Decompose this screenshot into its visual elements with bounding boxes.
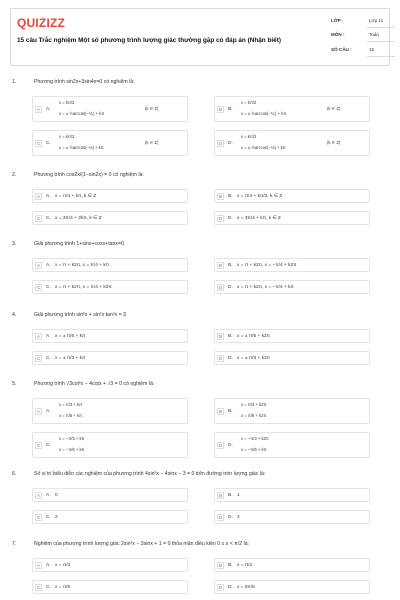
option-answer-text: x = ± π/6 + k2π: [237, 334, 270, 339]
option-letter-box: [217, 492, 224, 499]
option-label: D.: [228, 356, 233, 361]
option-letter: D: [219, 216, 223, 221]
answer-option-a[interactable]: [32, 258, 188, 272]
answer-option-c[interactable]: [32, 432, 188, 458]
option-answer-text: x = π/4 + kπ/2, k ∈ Z: [237, 194, 283, 199]
answer-option-b[interactable]: [214, 96, 370, 122]
option-letter-box: [35, 333, 42, 340]
answer-option-b[interactable]: [214, 329, 370, 343]
option-label: A.: [46, 107, 51, 112]
option-letter-box: [35, 514, 42, 521]
option-label: A.: [46, 563, 51, 568]
option-letter: D: [219, 285, 223, 290]
option-label: B.: [228, 263, 233, 268]
subject-label: MÔN :: [331, 32, 345, 37]
option-solution-line-2: x = ± ½arccos(−⅓) + kπ: [241, 145, 286, 150]
option-label: A.: [46, 409, 51, 414]
class-underline: [367, 27, 395, 28]
option-letter: C: [37, 356, 41, 361]
option-letter: B: [219, 194, 222, 199]
subject-underline: [367, 41, 395, 42]
option-solution-line-2: x = −π/6 + kπ: [241, 447, 267, 452]
option-letter: D: [219, 356, 223, 361]
option-solution-line-1: x = −π/3 + kπ: [59, 436, 85, 441]
option-label: B.: [228, 334, 233, 339]
option-label: D.: [228, 585, 233, 590]
class-label: LỚP :: [331, 18, 344, 23]
option-label: C.: [46, 285, 51, 290]
option-label: C.: [46, 443, 51, 448]
option-letter: A: [37, 194, 40, 199]
question-text: Giải phương trình 1+sinx+cosx+tanx=0.: [34, 241, 126, 247]
option-label: B.: [228, 493, 233, 498]
option-letter: C: [37, 216, 41, 221]
option-letter: B: [219, 493, 222, 498]
option-letter: C: [37, 585, 41, 590]
option-letter: B: [219, 334, 222, 339]
option-letter-box: [35, 140, 42, 147]
option-solution-line-1: x = kπ/2: [59, 134, 75, 139]
answer-option-c[interactable]: [32, 280, 188, 294]
subject-value: Toán: [369, 32, 379, 37]
option-answer-text: x = π/6: [55, 585, 71, 590]
option-answer-text: 4: [237, 515, 240, 520]
answer-option-d[interactable]: [214, 432, 370, 458]
answer-option-a[interactable]: [32, 189, 188, 203]
option-label: B.: [228, 107, 233, 112]
answer-option-c[interactable]: [32, 211, 188, 225]
option-letter-box: [217, 140, 224, 147]
option-label: B.: [228, 194, 233, 199]
option-answer-text: x = ± π/3 + kπ: [55, 356, 86, 361]
option-letter: C: [37, 515, 41, 520]
question-number: 4.: [12, 312, 17, 318]
option-letter: D: [219, 515, 223, 520]
option-label: B.: [228, 563, 233, 568]
option-solution-line-1: x = π/3 + k2π: [241, 402, 267, 407]
option-label: D.: [228, 443, 233, 448]
option-answer-text: x = π/4 + kπ, k ∈ Z: [55, 194, 97, 199]
option-letter: A: [37, 334, 40, 339]
option-letter-box: [35, 215, 42, 222]
answer-option-a[interactable]: [32, 329, 188, 343]
option-letter: D: [219, 141, 223, 146]
option-solution-line-1: x = kπ/2: [241, 134, 257, 139]
question-text: Số vị trí biểu diễn các nghiệm của phương trình 4sin²x − 4sinx − 3 = 0 trên đường tròn lượng giác là:: [34, 471, 266, 477]
option-condition: (k ∈ Z): [327, 106, 341, 111]
worksheet-title: 15 câu Trắc nghiệm Một số phương trình lượng giác thường gặp có đáp án (Nhận biết): [17, 37, 281, 44]
option-label: B.: [228, 409, 233, 414]
question-text: Nghiệm của phương trình lượng giác 2sin²x − 3sinx + 1 = 0 thỏa mãn điều kiện 0 ≤ x < π/2 là:: [34, 541, 250, 547]
option-solution-line-1: x = −π/3 + k2π: [241, 436, 269, 441]
question-count-value: 15: [369, 47, 375, 52]
answer-option-b[interactable]: [214, 558, 370, 572]
answer-option-a[interactable]: [32, 398, 188, 424]
option-letter-box: [217, 106, 224, 113]
option-answer-text: x = ± π/6 + kπ: [55, 334, 86, 339]
answer-option-a[interactable]: [32, 96, 188, 122]
answer-option-c[interactable]: [32, 351, 188, 365]
option-letter-box: [217, 442, 224, 449]
question-number: 1.: [12, 79, 17, 85]
answer-option-a[interactable]: [32, 488, 188, 502]
option-answer-text: x = π/2: [237, 563, 253, 568]
answer-option-b[interactable]: [214, 258, 370, 272]
option-label: D.: [228, 515, 233, 520]
option-label: A.: [46, 493, 51, 498]
option-letter-box: [217, 408, 224, 415]
option-letter-box: [35, 355, 42, 362]
answer-option-a[interactable]: [32, 558, 188, 572]
option-solution-line-2: x = ± ½arccos(−⅙) + kπ: [59, 111, 105, 116]
option-answer-text: x = ± π/3 + k2π: [237, 356, 270, 361]
option-letter-box: [35, 284, 42, 291]
option-letter: B: [219, 409, 222, 414]
option-solution-line-1: x = π/3 + kπ: [59, 402, 83, 407]
option-label: C.: [46, 515, 51, 520]
answer-option-d[interactable]: [214, 510, 370, 524]
option-label: C.: [46, 141, 51, 146]
option-letter: A: [37, 263, 40, 268]
option-letter-box: [35, 562, 42, 569]
quizizz-logo: QUIZIZZ: [17, 16, 66, 30]
option-solution-line-2: x = −π/6 + kπ: [59, 447, 85, 452]
option-solution-line-1: x = kπ/2: [59, 100, 75, 105]
answer-option-d[interactable]: [214, 580, 370, 594]
worksheet-header: [10, 8, 390, 66]
option-letter-box: [217, 514, 224, 521]
question-text: Phương trình √3cot²x − 4cotx + √3 = 0 có nghiệm là:: [34, 381, 155, 387]
option-answer-text: x = 3π/4 + 2kπ, k ∈ Z: [55, 216, 102, 221]
option-label: A.: [46, 334, 51, 339]
answer-option-b[interactable]: [214, 488, 370, 502]
option-label: A.: [46, 263, 51, 268]
option-letter-box: [217, 193, 224, 200]
option-label: A.: [46, 194, 51, 199]
answer-option-d[interactable]: [214, 351, 370, 365]
answer-option-d[interactable]: [214, 211, 370, 225]
option-letter-box: [217, 284, 224, 291]
option-letter-box: [35, 408, 42, 415]
option-letter: B: [219, 107, 222, 112]
option-solution-line-2: x = π/6 + kπ: [59, 413, 83, 418]
option-letter: D: [219, 443, 223, 448]
option-label: C.: [46, 585, 51, 590]
option-letter: C: [37, 141, 41, 146]
option-letter-box: [217, 262, 224, 269]
answer-option-d[interactable]: [214, 280, 370, 294]
option-letter: C: [37, 285, 41, 290]
option-letter: B: [219, 263, 222, 268]
option-answer-text: x = π + k2π, x = −π/4 + k2π: [237, 263, 297, 268]
option-letter: A: [37, 409, 40, 414]
answer-option-c[interactable]: [32, 130, 188, 156]
option-label: C.: [46, 356, 51, 361]
option-label: D.: [228, 216, 233, 221]
option-solution-line-2: x = ± ½arccos(−⅙) + kπ: [241, 111, 287, 116]
class-value: Lớp 11: [369, 18, 384, 23]
option-label: C.: [46, 216, 51, 221]
question-number: 5.: [12, 381, 17, 387]
question-number: 3.: [12, 241, 17, 247]
option-letter: C: [37, 443, 41, 448]
option-letter: A: [37, 493, 40, 498]
option-letter-box: [217, 562, 224, 569]
option-letter: B: [219, 563, 222, 568]
option-answer-text: 1: [237, 493, 240, 498]
question-number: 7.: [12, 541, 17, 547]
answer-option-b[interactable]: [214, 189, 370, 203]
question-number: 2.: [12, 172, 17, 178]
count-underline: [367, 56, 395, 57]
option-label: D.: [228, 285, 233, 290]
option-letter-box: [35, 106, 42, 113]
option-solution-line-2: x = ± ½arccos(−⅓) + kπ: [59, 145, 104, 150]
answer-option-c[interactable]: [32, 510, 188, 524]
option-letter-box: [217, 333, 224, 340]
option-label: D.: [228, 141, 233, 146]
option-letter-box: [217, 355, 224, 362]
option-letter-box: [35, 492, 42, 499]
option-answer-text: x = π + k2π, x = π/4 + k2π: [55, 285, 112, 290]
question-text: Giải phương trình sin²x + sin²x tan²x = 3: [34, 312, 126, 318]
answer-option-c[interactable]: [32, 580, 188, 594]
option-answer-text: x = 3π/4 + kπ, k ∈ Z: [237, 216, 281, 221]
option-answer-text: x = π + k2π, x = π/4 + kπ: [55, 263, 110, 268]
option-letter: A: [37, 563, 40, 568]
option-letter-box: [35, 442, 42, 449]
option-condition: (k ∈ Z): [145, 140, 159, 145]
question-text: Phương trình cos2x/(1−sin2x) = 0 có nghiệm là:: [34, 172, 144, 178]
option-answer-text: 2: [55, 515, 58, 520]
answer-option-d[interactable]: [214, 130, 370, 156]
option-letter-box: [35, 193, 42, 200]
option-solution-line-2: x = π/6 + k2π: [241, 413, 267, 418]
answer-option-b[interactable]: [214, 398, 370, 424]
question-number: 6.: [12, 471, 17, 477]
option-answer-text: 0: [55, 493, 58, 498]
option-condition: (k ∈ Z): [145, 106, 159, 111]
option-letter-box: [35, 262, 42, 269]
question-count-label: SỐ CÂU :: [331, 47, 352, 52]
question-text: Phương trình sin2x+3sin4x=0 có nghiệm là:: [34, 79, 135, 85]
option-answer-text: x = π + k2π, x = −π/4 + kπ: [237, 285, 294, 290]
option-solution-line-1: x = kπ/2: [241, 100, 257, 105]
option-letter: A: [37, 107, 40, 112]
option-letter-box: [35, 584, 42, 591]
option-letter-box: [217, 584, 224, 591]
option-letter-box: [217, 215, 224, 222]
option-answer-text: x = π/3: [55, 563, 71, 568]
option-condition: (k ∈ Z): [327, 140, 341, 145]
option-answer-text: x = 5π/6: [237, 585, 255, 590]
option-letter: D: [219, 585, 223, 590]
